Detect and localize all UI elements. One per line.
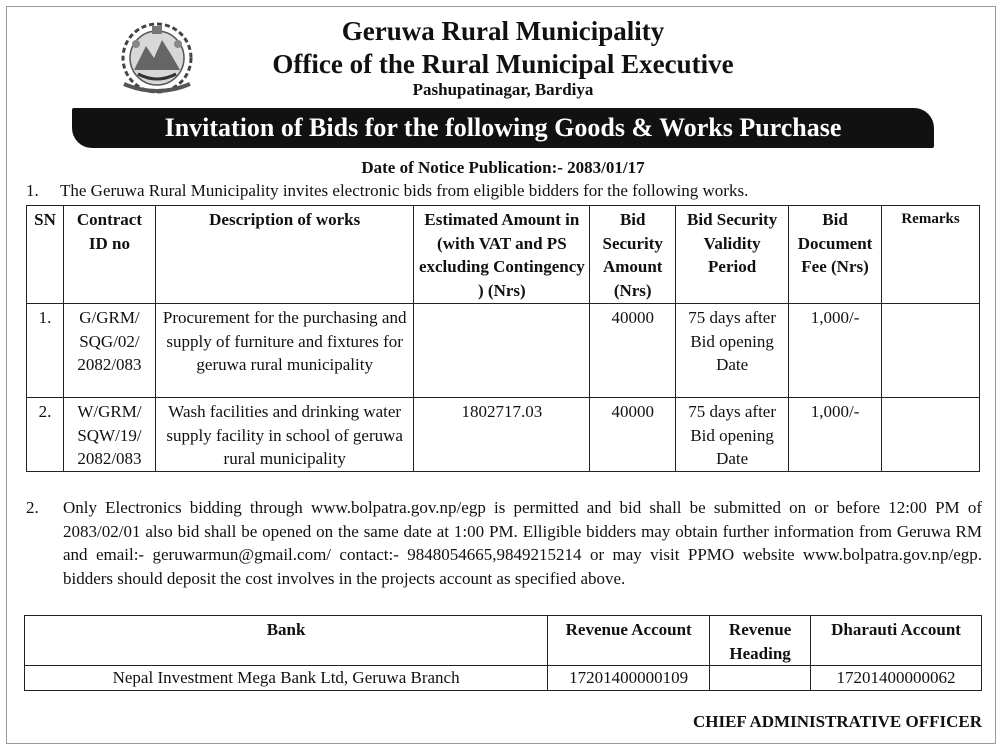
paragraph-2-number: 2. [26,498,39,517]
cell-doc-fee: 1,000/- [789,398,882,472]
header-sn: SN [27,206,64,304]
table-row [25,666,982,691]
works-table-header [27,206,980,304]
cell-bid-security: 40000 [590,398,676,472]
header-revenue-account: Revenue Account [548,616,710,666]
paragraph-1-text: The Geruwa Rural Municipality invites electronic bids from eligible bidders for the following works. [60,181,749,200]
paragraph-2 [26,496,982,590]
signature-title: CHIEF ADMINISTRATIVE OFFICER [692,712,982,731]
paragraph-1 [26,180,748,202]
works-table [26,205,980,472]
bank-table [24,615,982,691]
cell-description: Wash facilities and drinking water supply facility in school of geruwa rural municipality [155,398,414,472]
cell-description: Procurement for the purchasing and supply of furniture and fixtures for geruwa rural municipality [155,304,414,398]
cell-validity: 75 days after Bid opening Date [676,398,789,472]
cell-remarks [882,304,980,398]
cell-doc-fee: 1,000/- [789,304,882,398]
municipality-name: Geruwa Rural Municipality [341,16,665,46]
office-location: Pashupatinagar, Bardiya [412,80,594,99]
notice-banner: Invitation of Bids for the following Goods & Works Purchase [72,108,934,148]
header-doc-fee: Bid Document Fee (Nrs) [789,206,882,304]
cell-estimated-amount [414,304,590,398]
cell-revenue-heading [710,666,811,691]
header-revenue-heading: Revenue Heading [710,616,811,666]
header-contract-id: Contract ID no [63,206,155,304]
cell-revenue-account: 17201400000109 [548,666,710,691]
cell-contract-id: W/GRM/ SQW/19/ 2082/083 [63,398,155,472]
cell-estimated-amount: 1802717.03 [414,398,590,472]
table-row [27,304,980,398]
cell-contract-id: G/GRM/ SQG/02/ 2082/083 [63,304,155,398]
cell-sn: 2. [27,398,64,472]
office-name: Office of the Rural Municipal Executive [272,49,734,79]
cell-bank: Nepal Investment Mega Bank Ltd, Geruwa Branch [25,666,548,691]
header-validity: Bid Security Validity Period [676,206,789,304]
header-dharauti-account: Dharauti Account [811,616,982,666]
cell-dharauti-account: 17201400000062 [811,666,982,691]
table-row [27,398,980,472]
header-bid-security: Bid Security Amount (Nrs) [590,206,676,304]
bank-table-header [25,616,982,666]
paragraph-1-number: 1. [26,181,39,200]
header-estimated-amount: Estimated Amount in (with VAT and PS excluding Contingency ) (Nrs) [414,206,590,304]
cell-validity: 75 days after Bid opening Date [676,304,789,398]
cell-bid-security: 40000 [590,304,676,398]
paragraph-2-text: Only Electronics bidding through www.bolpatra.gov.np/egp is permitted and bid shall be submitted on or before 12:00 PM of 2083/02/01 also bid shall be opened on the same date at 1:00 PM. Elligible bidders may obtain further information from Geruwa RM and email:- geruwarmun@gmail.com/ contact:- 9848054665,9849215214 or may visit PPMO website www.bolpatra.gov.np/egp. bidders should deposit the cost involves in the projects account as specified above. [63,498,982,588]
cell-sn: 1. [27,304,64,398]
header-remarks: Remarks [882,206,980,304]
notice-publication-date: Date of Notice Publication:- 2083/01/17 [361,158,645,177]
header-description: Description of works [155,206,414,304]
header-bank: Bank [25,616,548,666]
cell-remarks [882,398,980,472]
